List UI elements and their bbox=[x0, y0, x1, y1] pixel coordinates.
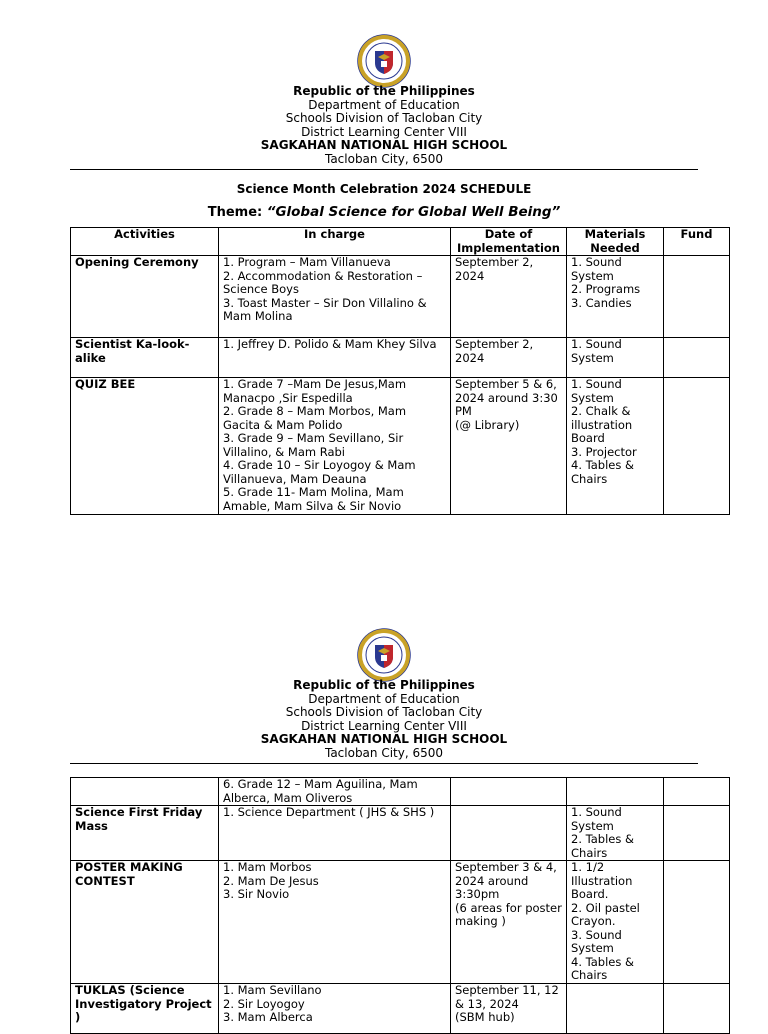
theme-value: “Global Science for Global Well Being” bbox=[266, 204, 561, 220]
letterhead bbox=[0, 679, 768, 760]
activity-cell: POSTER MAKING CONTEST bbox=[71, 861, 219, 984]
materials-cell bbox=[567, 338, 664, 378]
header-divider bbox=[70, 169, 698, 170]
incharge-line: 2. Mam De Jesus bbox=[223, 873, 319, 888]
activity-cell: QUIZ BEE bbox=[71, 378, 219, 515]
table-row bbox=[71, 378, 730, 515]
col-date: Date of Implementation bbox=[451, 228, 567, 256]
date-cell bbox=[451, 984, 567, 1034]
deped-seal-icon bbox=[357, 34, 411, 88]
fund-cell bbox=[664, 861, 730, 984]
table-body bbox=[71, 256, 730, 515]
incharge-line: 3. Mam Alberca bbox=[223, 1010, 313, 1024]
incharge-cell bbox=[219, 806, 451, 861]
date-cell bbox=[451, 778, 567, 806]
date-line: (6 areas for poster making ) bbox=[455, 900, 562, 928]
header-district: District Learning Center VIII bbox=[301, 124, 467, 139]
document-title: Science Month Celebration 2024 SCHEDULE bbox=[236, 182, 532, 196]
header-divider bbox=[70, 763, 698, 764]
incharge-line: 6. Grade 12 – Mam Aguilina, Mam Alberca, Mam Oliveros bbox=[223, 777, 418, 805]
incharge-line: 1. Mam Sevillano bbox=[223, 983, 322, 997]
date-line: September 3 & 4, 2024 around 3:30pm bbox=[455, 860, 557, 901]
activity-cell: Science First Friday Mass bbox=[71, 806, 219, 861]
activity-cell: TUKLAS (Science Investigatory Project ) bbox=[71, 984, 219, 1034]
incharge-line: 2. Accommodation & Restoration – Science Boys bbox=[223, 268, 423, 296]
materials-line: 4. Tables & Chairs bbox=[571, 458, 634, 486]
col-activities: Activities bbox=[71, 228, 219, 256]
header-school: SAGKAHAN NATIONAL HIGH SCHOOL bbox=[260, 138, 508, 152]
header-division: Schools Division of Tacloban City bbox=[285, 705, 483, 719]
incharge-line: 3. Grade 9 – Mam Sevillano, Sir Villalino, & Mam Rabi bbox=[223, 431, 404, 459]
incharge-cell bbox=[219, 338, 451, 378]
incharge-line: 1. Grade 7 –Mam De Jesus,Mam Manacpo ,Sir Espedilla bbox=[223, 377, 407, 405]
materials-line: 2. Tables & Chairs bbox=[571, 832, 634, 860]
col-fund: Fund bbox=[664, 228, 730, 256]
materials-cell bbox=[567, 861, 664, 984]
date-cell bbox=[451, 256, 567, 338]
materials-line: 3. Projector bbox=[571, 444, 637, 459]
header-address: Tacloban City, 6500 bbox=[324, 151, 444, 166]
materials-cell bbox=[567, 806, 664, 861]
materials-line: 1. Sound System bbox=[571, 805, 622, 833]
incharge-line: 1. Science Department ( JHS & SHS ) bbox=[223, 805, 435, 819]
date-cell bbox=[451, 378, 567, 515]
date-line: September 2, 2024 bbox=[455, 255, 534, 283]
header-department: Department of Education bbox=[308, 691, 460, 706]
date-line: September 11, 12 & 13, 2024 bbox=[455, 983, 559, 1011]
materials-line: 2. Programs bbox=[571, 282, 641, 296]
materials-line: 3. Sound System bbox=[571, 927, 622, 955]
header-district: District Learning Center VIII bbox=[301, 718, 467, 733]
header-division: Schools Division of Tacloban City bbox=[285, 111, 483, 125]
date-cell bbox=[451, 806, 567, 861]
incharge-line: 1. Jeffrey D. Polido & Mam Khey Silva bbox=[223, 337, 437, 351]
date-line: September 2, 2024 bbox=[455, 337, 534, 365]
materials-line: 4. Tables & Chairs bbox=[571, 954, 634, 982]
incharge-cell bbox=[219, 378, 451, 515]
materials-cell bbox=[567, 778, 664, 806]
fund-cell bbox=[664, 338, 730, 378]
incharge-cell bbox=[219, 778, 451, 806]
deped-seal-icon bbox=[357, 628, 411, 682]
fund-cell bbox=[664, 778, 730, 806]
document-theme bbox=[0, 204, 768, 220]
fund-cell bbox=[664, 256, 730, 338]
table-row bbox=[71, 984, 730, 1034]
header-address: Tacloban City, 6500 bbox=[324, 745, 444, 760]
materials-line: 1. 1/2 Illustration Board. bbox=[571, 860, 633, 901]
incharge-cell bbox=[219, 861, 451, 984]
activity-cell: Opening Ceremony bbox=[71, 256, 219, 338]
table-row bbox=[71, 778, 730, 806]
incharge-line: 3. Toast Master – Sir Don Villalino & Mam Molina bbox=[223, 295, 427, 323]
incharge-line: 2. Sir Loyogoy bbox=[223, 996, 305, 1011]
materials-line: 2. Oil pastel Crayon. bbox=[571, 900, 640, 928]
col-incharge: In charge bbox=[219, 228, 451, 256]
letterhead bbox=[0, 85, 768, 166]
incharge-line: 1. Program – Mam Villanueva bbox=[223, 255, 391, 269]
materials-line: 2. Chalk & illustration Board bbox=[571, 404, 633, 445]
table-row bbox=[71, 256, 730, 338]
activity-cell: Scientist Ka-look-alike bbox=[71, 338, 219, 378]
materials-line: 1. Sound System bbox=[571, 337, 622, 365]
table-row bbox=[71, 806, 730, 861]
materials-line: 1. Sound System bbox=[571, 377, 622, 405]
table-row bbox=[71, 861, 730, 984]
incharge-line: 5. Grade 11- Mam Molina, Mam Amable, Mam Silva & Sir Novio bbox=[223, 485, 404, 513]
materials-line: 1. Sound System bbox=[571, 255, 622, 283]
materials-cell bbox=[567, 378, 664, 515]
date-cell bbox=[451, 861, 567, 984]
header-school: SAGKAHAN NATIONAL HIGH SCHOOL bbox=[260, 732, 508, 746]
date-line: September 5 & 6, 2024 around 3:30 PM bbox=[455, 377, 558, 418]
fund-cell bbox=[664, 378, 730, 515]
materials-line: 3. Candies bbox=[571, 295, 632, 310]
incharge-cell bbox=[219, 984, 451, 1034]
fund-cell bbox=[664, 806, 730, 861]
materials-cell bbox=[567, 256, 664, 338]
incharge-line: 3. Sir Novio bbox=[223, 887, 290, 901]
incharge-cell bbox=[219, 256, 451, 338]
date-line: (@ Library) bbox=[455, 417, 520, 432]
col-materials: Materials Needed bbox=[567, 228, 664, 256]
header-republic: Republic of the Philippines bbox=[293, 678, 475, 692]
schedule-table bbox=[70, 227, 730, 515]
incharge-line: 4. Grade 10 – Sir Loyogoy & Mam Villanueva, Mam Deauna bbox=[223, 458, 416, 486]
date-line: (SBM hub) bbox=[455, 1010, 515, 1024]
header-republic: Republic of the Philippines bbox=[293, 84, 475, 98]
theme-label: Theme: bbox=[207, 205, 267, 220]
incharge-line: 2. Grade 8 – Mam Morbos, Mam Gacita & Mam Polido bbox=[223, 404, 407, 432]
activity-cell bbox=[71, 778, 219, 806]
date-cell bbox=[451, 338, 567, 378]
header-department: Department of Education bbox=[308, 97, 460, 112]
table-row bbox=[71, 338, 730, 378]
fund-cell bbox=[664, 984, 730, 1034]
schedule-table-continued bbox=[70, 777, 730, 1034]
materials-cell bbox=[567, 984, 664, 1034]
table-body bbox=[71, 778, 730, 1034]
incharge-line: 1. Mam Morbos bbox=[223, 860, 312, 874]
table-header-row bbox=[71, 228, 730, 256]
